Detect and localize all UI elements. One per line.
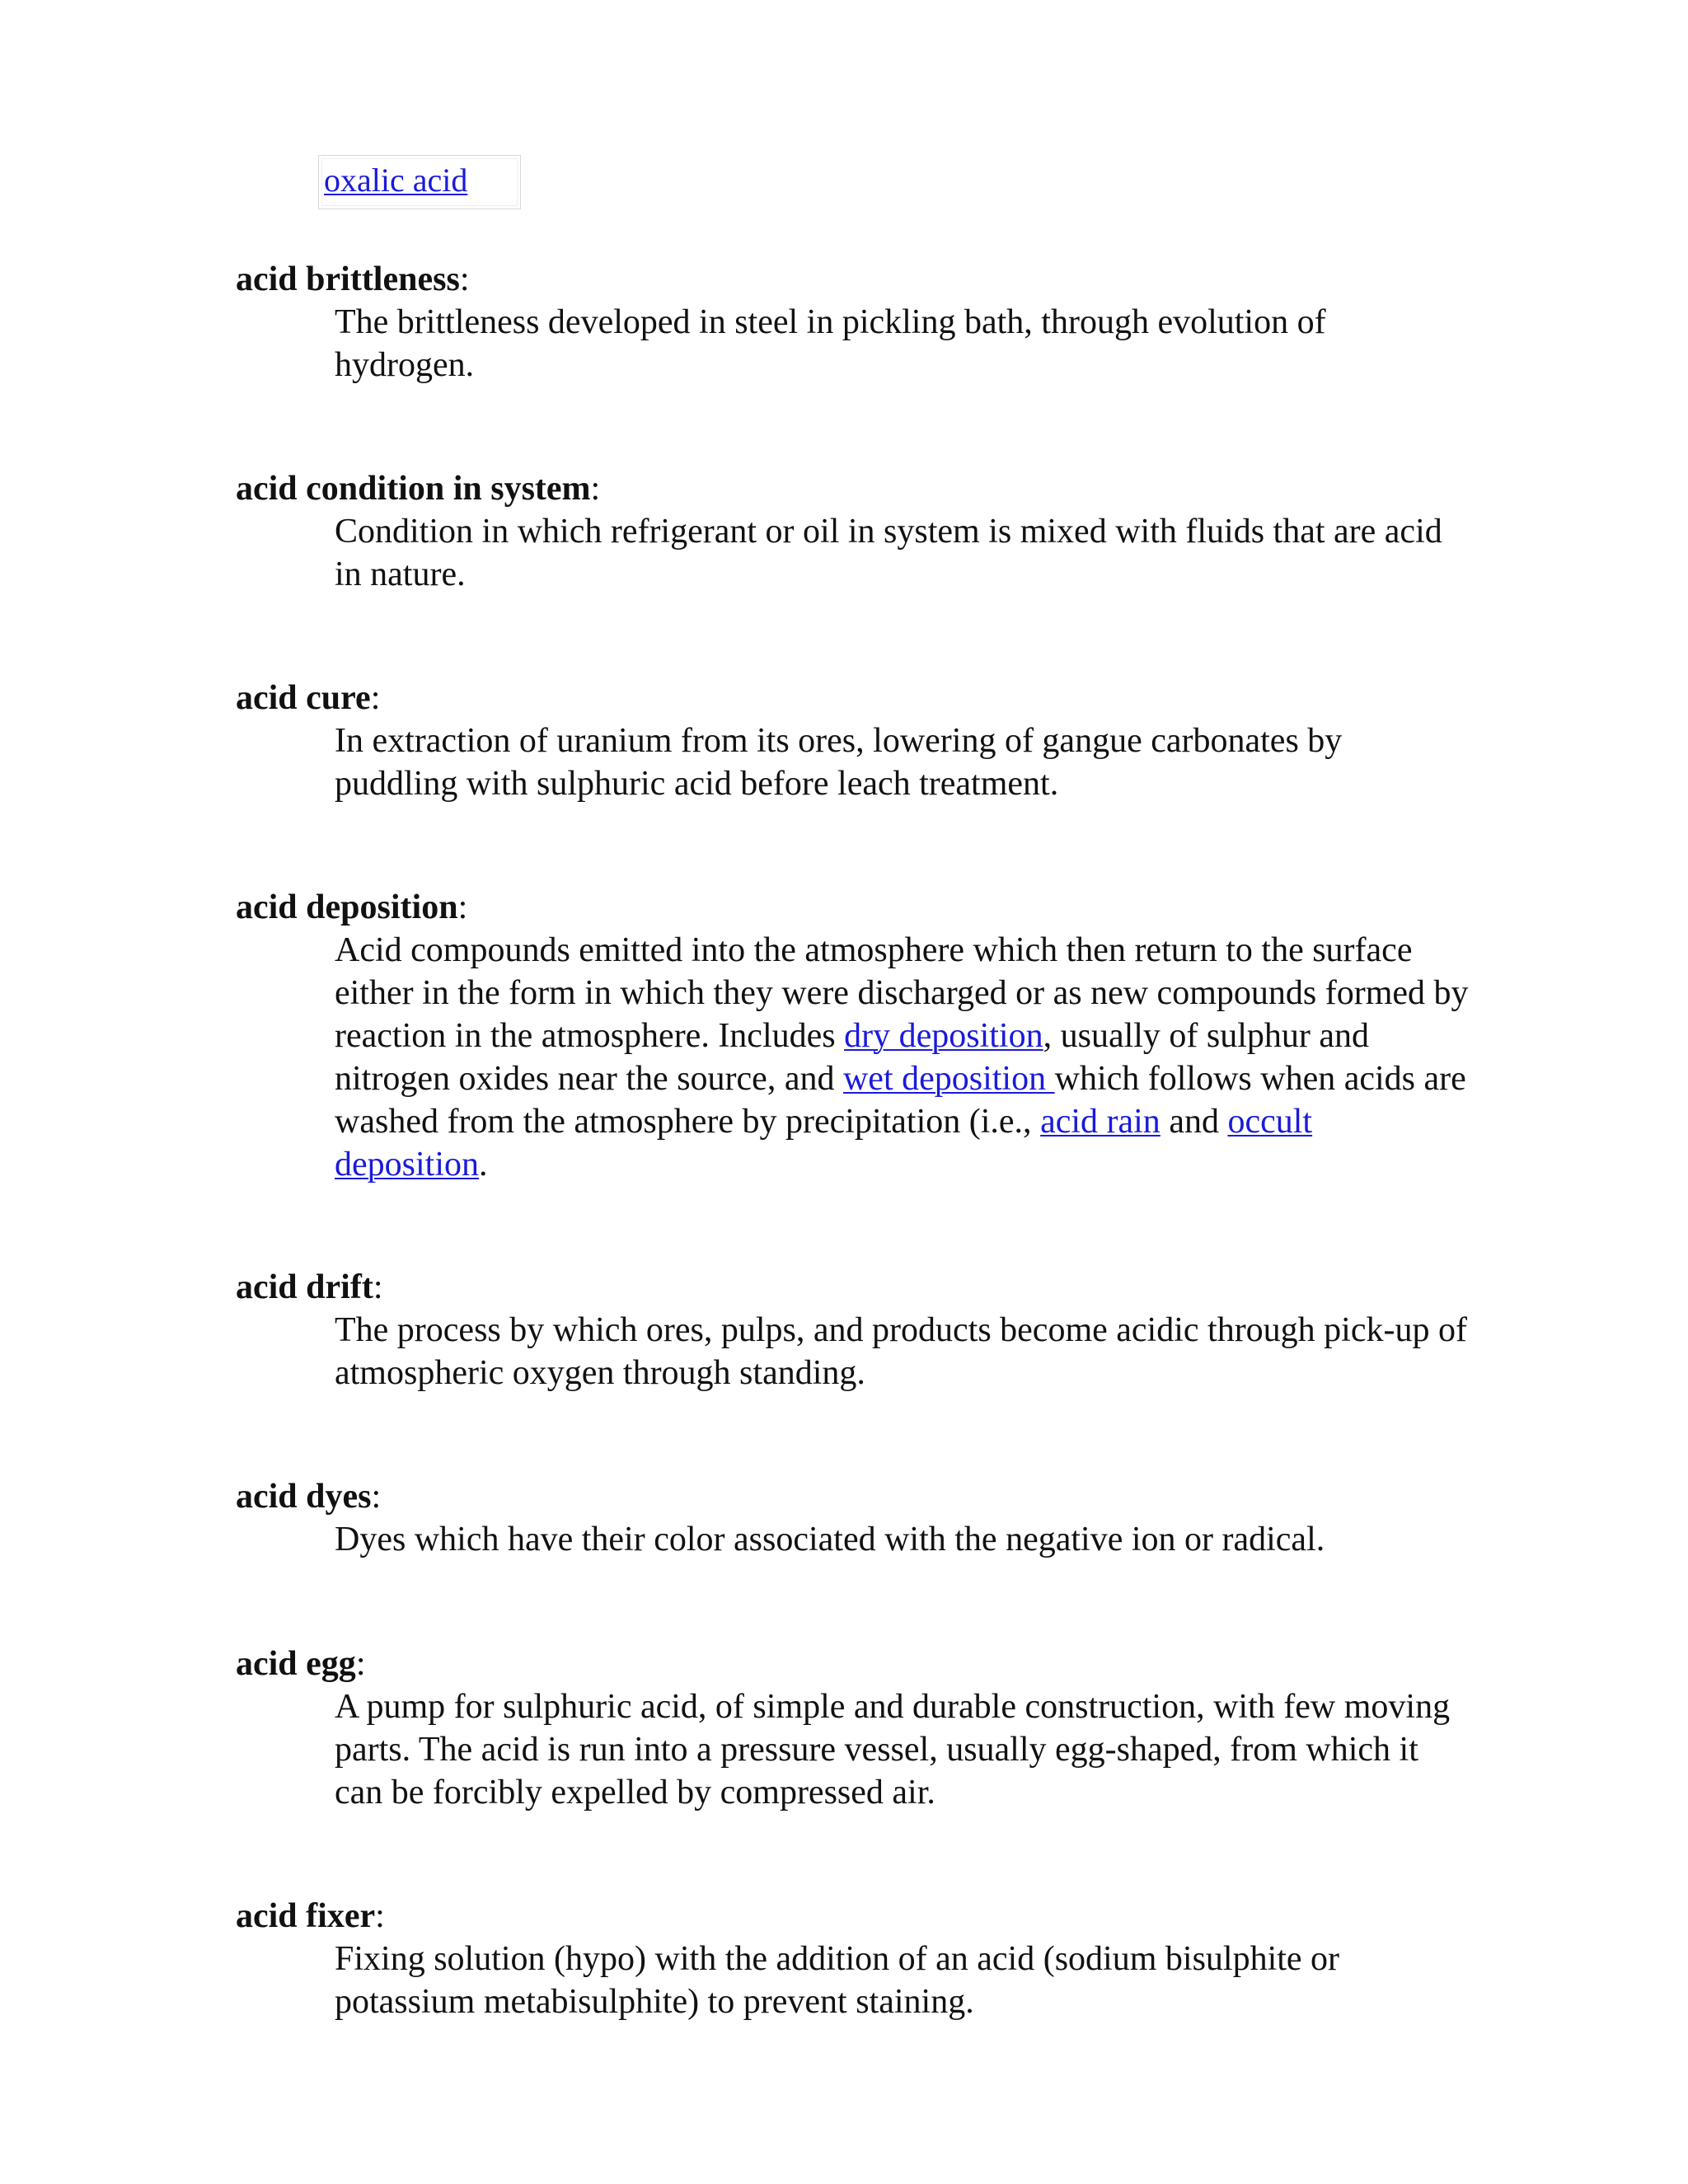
- entry-term-line: [236, 886, 1472, 929]
- term-separator: :: [355, 1645, 366, 1683]
- entry-term: acid fixer: [236, 1897, 376, 1935]
- glossary-entry-acid-egg: [236, 1643, 1472, 1814]
- entry-term-line: [236, 1475, 1472, 1518]
- glossary-entry-acid-brittleness: [236, 258, 1472, 387]
- entry-term-line: [236, 1895, 1472, 1938]
- entry-definition: [335, 929, 1472, 1186]
- entry-definition: Fixing solution (hypo) with the addition of an acid (sodium bisulphite or potassium metabisulphite) to prevent staining.: [335, 1940, 1340, 2021]
- term-separator: :: [590, 470, 601, 508]
- term-separator: :: [370, 679, 381, 717]
- entry-definition: Condition in which refrigerant or oil in system is mixed with fluids that are acid in nature.: [335, 513, 1442, 593]
- wet-deposition-link[interactable]: wet deposition: [842, 1060, 1055, 1098]
- entry-term: acid cure: [236, 679, 371, 717]
- entry-term-line: [236, 258, 1472, 301]
- glossary-entry-acid-drift: [236, 1266, 1472, 1394]
- entry-term-line: [236, 1266, 1472, 1309]
- entry-term-line: [236, 677, 1472, 719]
- entry-term: acid deposition: [236, 888, 458, 926]
- dry-deposition-link[interactable]: dry deposition: [844, 1017, 1043, 1055]
- glossary-entry-acid-deposition: [236, 886, 1472, 1186]
- acid-rain-link[interactable]: acid rain: [1040, 1103, 1160, 1141]
- glossary-entry-acid-cure: [236, 677, 1472, 805]
- entry-term: acid brittleness: [236, 260, 460, 298]
- entry-term-line: [236, 1643, 1472, 1685]
- term-separator: :: [373, 1268, 383, 1306]
- oxalic-acid-link[interactable]: oxalic acid: [324, 162, 468, 199]
- entry-term: acid egg: [236, 1645, 356, 1683]
- glossary-entry-acid-condition-in-system: [236, 467, 1472, 596]
- term-separator: :: [371, 1478, 382, 1516]
- entry-definition: The process by which ores, pulps, and products become acidic through pick-up of atmospheric oxygen through standing.: [335, 1311, 1467, 1392]
- glossary-entry-acid-fixer: [236, 1895, 1472, 2023]
- definition-text: and: [1160, 1103, 1228, 1141]
- entry-term: acid dyes: [236, 1478, 372, 1516]
- definition-text: Acid compounds emitted into the atmosphere which then return to the surface either in the form in which they were discharged or as new compounds formed by reaction in the atmosphere. Includes: [335, 931, 1469, 1055]
- entry-definition: A pump for sulphuric acid, of simple and durable construction, with few moving parts. The acid is run into a pressure vessel, usually egg-shaped, from which it can be forcibly expelled by compressed air.: [335, 1688, 1451, 1811]
- glossary-entry-acid-dyes: [236, 1475, 1472, 1561]
- definition-text: which follows when acids are washed from the atmosphere by precipitation (i.e.,: [335, 1060, 1466, 1141]
- definition-text: .: [479, 1146, 488, 1183]
- entry-definition: The brittleness developed in steel in pickling bath, through evolution of hydrogen.: [335, 303, 1326, 384]
- link-frame: [318, 155, 521, 209]
- occult-deposition-link[interactable]: occult deposition: [335, 1103, 1313, 1183]
- definition-text: , usually of sulphur and nitrogen oxides near the source, and: [335, 1017, 1370, 1098]
- term-separator: :: [375, 1897, 385, 1935]
- entry-definition: In extraction of uranium from its ores, lowering of gangue carbonates by puddling with sulphuric acid before leach treatment.: [335, 722, 1343, 803]
- term-separator: :: [459, 260, 470, 298]
- entry-definition: Dyes which have their color associated with the negative ion or radical.: [335, 1521, 1325, 1558]
- term-separator: :: [457, 888, 468, 926]
- entry-term-line: [236, 467, 1472, 510]
- entry-term: acid condition in system: [236, 470, 591, 508]
- entry-term: acid drift: [236, 1268, 373, 1306]
